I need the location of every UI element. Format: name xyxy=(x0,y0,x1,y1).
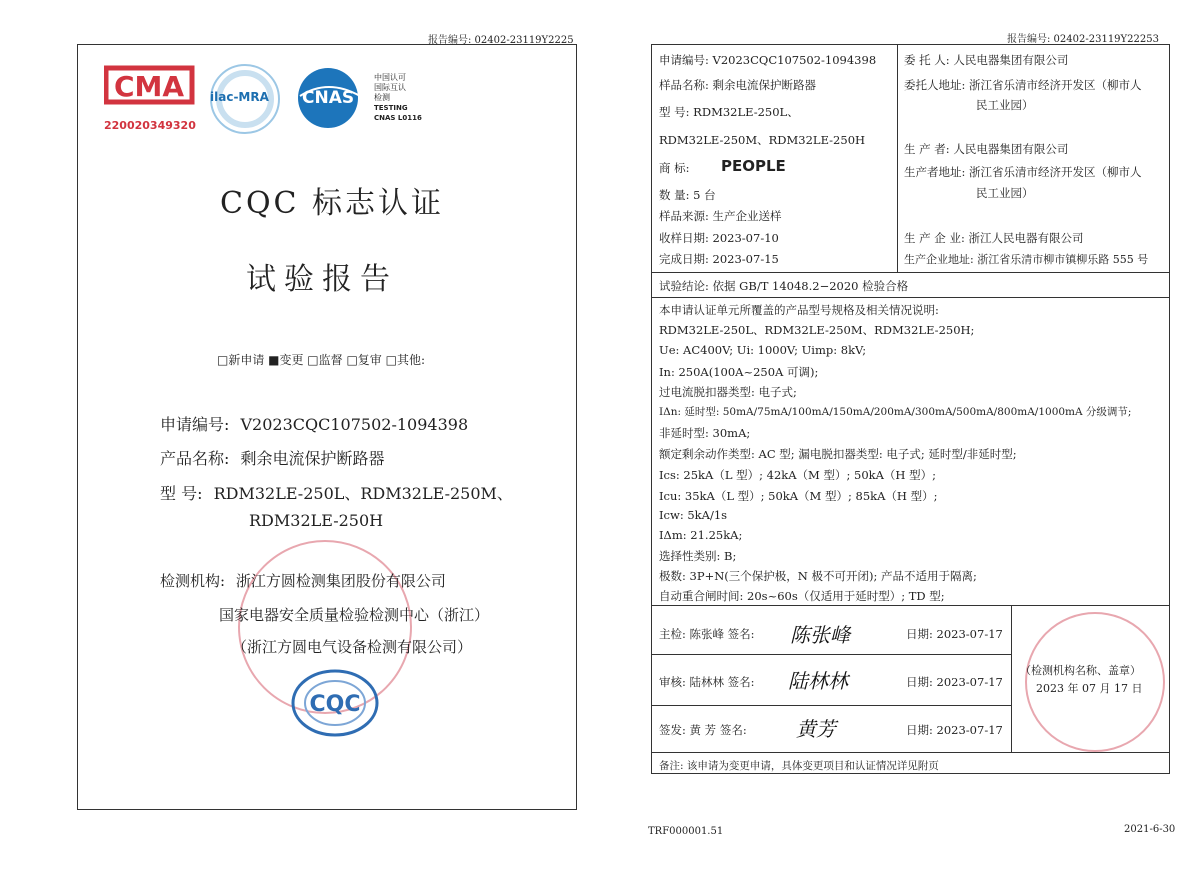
inspector-date: 日期: 2023-07-17 xyxy=(906,627,1003,641)
report-number: 报告编号: 02402-23119Y22253 xyxy=(1007,34,1159,45)
info-line: 委托人地址: 浙江省乐清市经济开发区（柳市人 xyxy=(904,78,1142,92)
cnas-label: CNAS L0116 xyxy=(374,114,422,122)
field-application-number xyxy=(160,412,468,435)
info-line: 生产者地址: 浙江省乐清市经济开发区（柳市人 xyxy=(904,165,1142,179)
footer-date: 2021-6-30 xyxy=(1124,824,1176,835)
table-divider xyxy=(651,654,1011,655)
reviewer-date: 日期: 2023-07-17 xyxy=(906,675,1003,689)
stamp-note: （检测机构名称、盖章） xyxy=(1020,664,1141,677)
spec-line: 自动重合闸时间: 20s~60s（仅适用于延时型）; TD 型; xyxy=(659,589,945,603)
field-model-continued: RDM32LE-250H xyxy=(249,511,384,530)
table-divider xyxy=(651,272,1170,273)
footer-form-id: TRF000001.51 xyxy=(648,826,724,837)
stamp-date: 2023 年 07 月 17 日 xyxy=(1036,682,1143,695)
org-line: （浙江方圆电气设备检测有限公司） xyxy=(232,638,473,656)
testing-org xyxy=(160,570,446,591)
info-line: 生 产 企 业: 浙江人民电器有限公司 xyxy=(904,231,1084,245)
report-number: 报告编号: 02402-23119Y2225 xyxy=(428,35,574,46)
cma-text: CMA xyxy=(113,70,185,103)
info-line: 商 标: xyxy=(659,161,690,175)
reviewer-label: 审核: 陆林林 签名: xyxy=(659,675,755,689)
issuer-signature: 黄芳 xyxy=(796,717,836,741)
info-line: 申请编号: V2023CQC107502-1094398 xyxy=(659,53,877,67)
spec-line: 选择性类别: B; xyxy=(659,549,737,563)
spec-line: 本申请认证单元所覆盖的产品型号规格及相关情况说明: xyxy=(659,303,939,317)
table-divider xyxy=(651,752,1170,753)
field-label: 型 号: xyxy=(160,484,203,503)
cnas-label: 国际互认 xyxy=(374,83,406,92)
spec-line: 过电流脱扣器类型: 电子式; xyxy=(659,385,797,399)
spec-line: In: 250A(100A~250A 可调); xyxy=(659,365,819,379)
cover-title-line1: CQC 标志认证 xyxy=(220,186,445,221)
spec-line: 额定剩余动作类型: AC 型; 漏电脱扣器类型: 电子式; 延时型/非延时型; xyxy=(659,447,1017,461)
field-label: 申请编号: xyxy=(160,415,230,434)
test-conclusion: 试验结论: 依据 GB/T 14048.2−2020 检验合格 xyxy=(659,279,909,293)
application-type-checkboxes: □新申请 ■变更 □监督 □复审 □其他: xyxy=(217,353,425,367)
org-line: 国家电器安全质量检验检测中心（浙江） xyxy=(219,606,490,624)
field-model xyxy=(160,481,513,504)
cqc-logo-text: CQC xyxy=(309,692,361,717)
cnas-text: CNAS xyxy=(302,88,355,108)
spec-line: Ue: AC400V; Ui: 1000V; Uimp: 8kV; xyxy=(659,343,867,357)
issuer-date: 日期: 2023-07-17 xyxy=(906,723,1003,737)
table-divider xyxy=(651,297,1170,298)
inspector-label: 主检: 陈张峰 签名: xyxy=(659,627,755,641)
cqc-logo xyxy=(290,668,380,738)
spec-line: IΔn: 延时型: 50mA/75mA/100mA/150mA/200mA/300mA/500mA/800mA/1000mA 分级调节; xyxy=(659,406,1132,418)
cnas-label: 中国认可 xyxy=(374,73,406,82)
spec-line: Icu: 35kA（L 型）; 50kA（M 型）; 85kA（H 型）; xyxy=(659,489,938,503)
info-line: 样品名称: 剩余电流保护断路器 xyxy=(659,78,817,92)
cnas-label: 检测 xyxy=(374,93,390,102)
issuer-label: 签发: 黄 芳 签名: xyxy=(659,723,747,737)
field-product-name xyxy=(160,446,385,469)
table-divider xyxy=(897,44,898,272)
info-line: 收样日期: 2023-07-10 xyxy=(659,231,779,245)
table-divider xyxy=(651,705,1011,706)
field-value: RDM32LE-250L、RDM32LE-250M、 xyxy=(213,484,513,503)
info-line: 民工业园） xyxy=(976,186,1034,200)
spec-line: IΔm: 21.25kA; xyxy=(659,528,743,542)
spec-line: RDM32LE-250L、RDM32LE-250M、RDM32LE-250H; xyxy=(659,323,975,337)
ilac-mra-logo xyxy=(206,62,284,136)
test-report-page xyxy=(600,0,1200,884)
cnas-logo xyxy=(294,66,422,130)
cnas-label: TESTING xyxy=(374,104,408,112)
info-line: 完成日期: 2023-07-15 xyxy=(659,252,779,266)
info-line: 型 号: RDM32LE-250L、 xyxy=(659,105,799,119)
field-value: V2023CQC107502-1094398 xyxy=(240,415,469,434)
info-line: 数 量: 5 台 xyxy=(659,188,716,202)
cma-number: 220020349320 xyxy=(104,119,196,132)
org-line: 浙江方圆检测集团股份有限公司 xyxy=(235,572,446,590)
info-line: 民工业园） xyxy=(976,98,1034,112)
remark: 备注: 该申请为变更申请，具体变更项目和认证情况详见附页 xyxy=(659,760,939,772)
info-line: 委 托 人: 人民电器集团有限公司 xyxy=(904,53,1069,67)
info-line: 生产企业地址: 浙江省乐清市柳市镇柳乐路 555 号 xyxy=(904,253,1149,266)
cover-title-line2: 试验报告 xyxy=(246,262,398,297)
spec-line: Ics: 25kA（L 型）; 42kA（M 型）; 50kA（H 型）; xyxy=(659,468,936,482)
reviewer-signature: 陆林林 xyxy=(788,669,848,693)
info-line: 生 产 者: 人民电器集团有限公司 xyxy=(904,142,1069,156)
spec-line: 极数: 3P+N(三个保护极，N 极不可开闭); 产品不适用于隔离; xyxy=(659,569,977,583)
table-divider xyxy=(651,605,1170,606)
field-value: 剩余电流保护断路器 xyxy=(240,449,385,468)
cma-logo xyxy=(104,64,200,136)
inspector-signature: 陈张峰 xyxy=(790,623,850,647)
org-label: 检测机构: xyxy=(160,572,226,590)
spec-line: 非延时型: 30mA; xyxy=(659,426,751,440)
info-line: 样品来源: 生产企业送样 xyxy=(659,209,782,223)
spec-line: Icw: 5kA/1s xyxy=(659,508,728,522)
info-line: RDM32LE-250M、RDM32LE-250H xyxy=(659,133,866,147)
field-label: 产品名称: xyxy=(160,449,230,468)
ilac-text: ilac-MRA xyxy=(210,90,269,104)
table-divider xyxy=(1011,605,1012,752)
brand-logo: PEOPLE xyxy=(721,157,786,175)
